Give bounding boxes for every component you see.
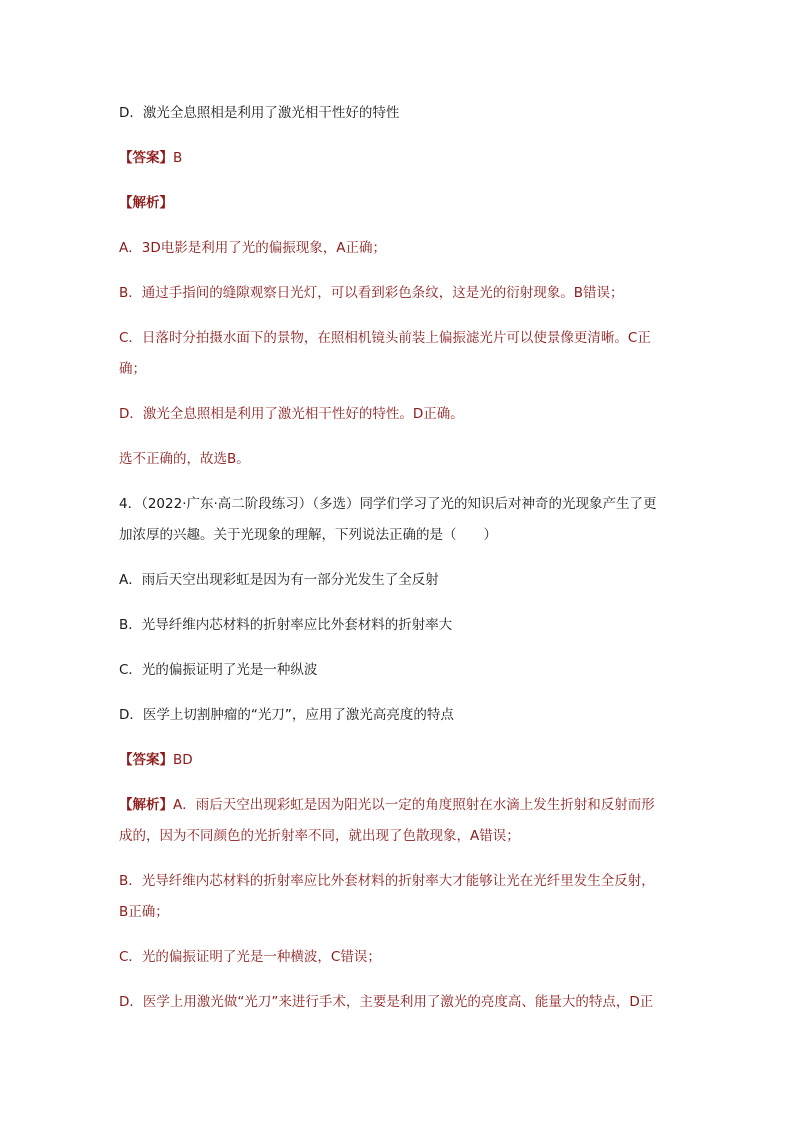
option-b: B．光导纤维内芯材料的折射率应比外套材料的折射率大 — [119, 617, 453, 633]
question-stem: 4．（2022·广东·高二阶段练习）（多选）同学们学习了光的知识后对神奇的光现象产生了更 — [119, 496, 657, 512]
analysis-label: 【解析】 — [119, 195, 173, 211]
option-a: A．雨后天空出现彩虹是因为有一部分光发生了全反射 — [119, 572, 439, 588]
text-line: B．通过手指间的缝隙观察日光灯，可以看到彩色条纹，这是光的衍射现象。B错误； — [119, 285, 624, 301]
analysis-line: 【解析】A．雨后天空出现彩虹是因为阳光以一定的角度照射在水滴上发生折射和反射而形 — [119, 797, 655, 813]
question-stem: 加浓厚的兴趣。关于光现象的理解，下列说法正确的是（ ） — [119, 527, 497, 543]
text-line: 成的，因为不同颜色的光折射率不同，就出现了色散现象，A错误； — [119, 828, 520, 844]
answer-line: 【答案】B — [119, 150, 183, 166]
analysis-heading — [119, 193, 679, 213]
text-line: D．医学上用激光做“光刀”来进行手术，主要是利用了激光的亮度高、能量大的特点，D正 — [119, 994, 654, 1010]
text-line: A．3D电影是利用了光的偏振现象，A正确； — [119, 240, 386, 256]
answer-line: 【答案】BD — [119, 752, 193, 768]
text-line: D．激光全息照相是利用了激光相干性好的特性 — [119, 105, 400, 121]
text-line: C．日落时分拍摄水面下的景物，在照相机镜头前装上偏振滤光片可以使景像更清晰。C正 — [119, 330, 651, 346]
text-line: 确； — [119, 361, 146, 377]
answer-label: 【答案】 — [119, 752, 173, 768]
text-line: C．光的偏振证明了光是一种横波，C错误； — [119, 949, 381, 965]
text-line: B．光导纤维内芯材料的折射率应比外套材料的折射率大才能够让光在光纤里发生全反射， — [119, 873, 655, 889]
text-line: B正确； — [119, 904, 169, 920]
text-line: 选不正确的，故选B。 — [119, 451, 250, 467]
analysis-label: 【解析】 — [119, 797, 173, 813]
answer-label: 【答案】 — [119, 150, 173, 166]
option-c: C．光的偏振证明了光是一种纵波 — [119, 662, 318, 678]
text-line: D．激光全息照相是利用了激光相干性好的特性。D正确。 — [119, 406, 464, 422]
option-d: D．医学上切割肿瘤的“光刀”，应用了激光高亮度的特点 — [119, 707, 454, 723]
